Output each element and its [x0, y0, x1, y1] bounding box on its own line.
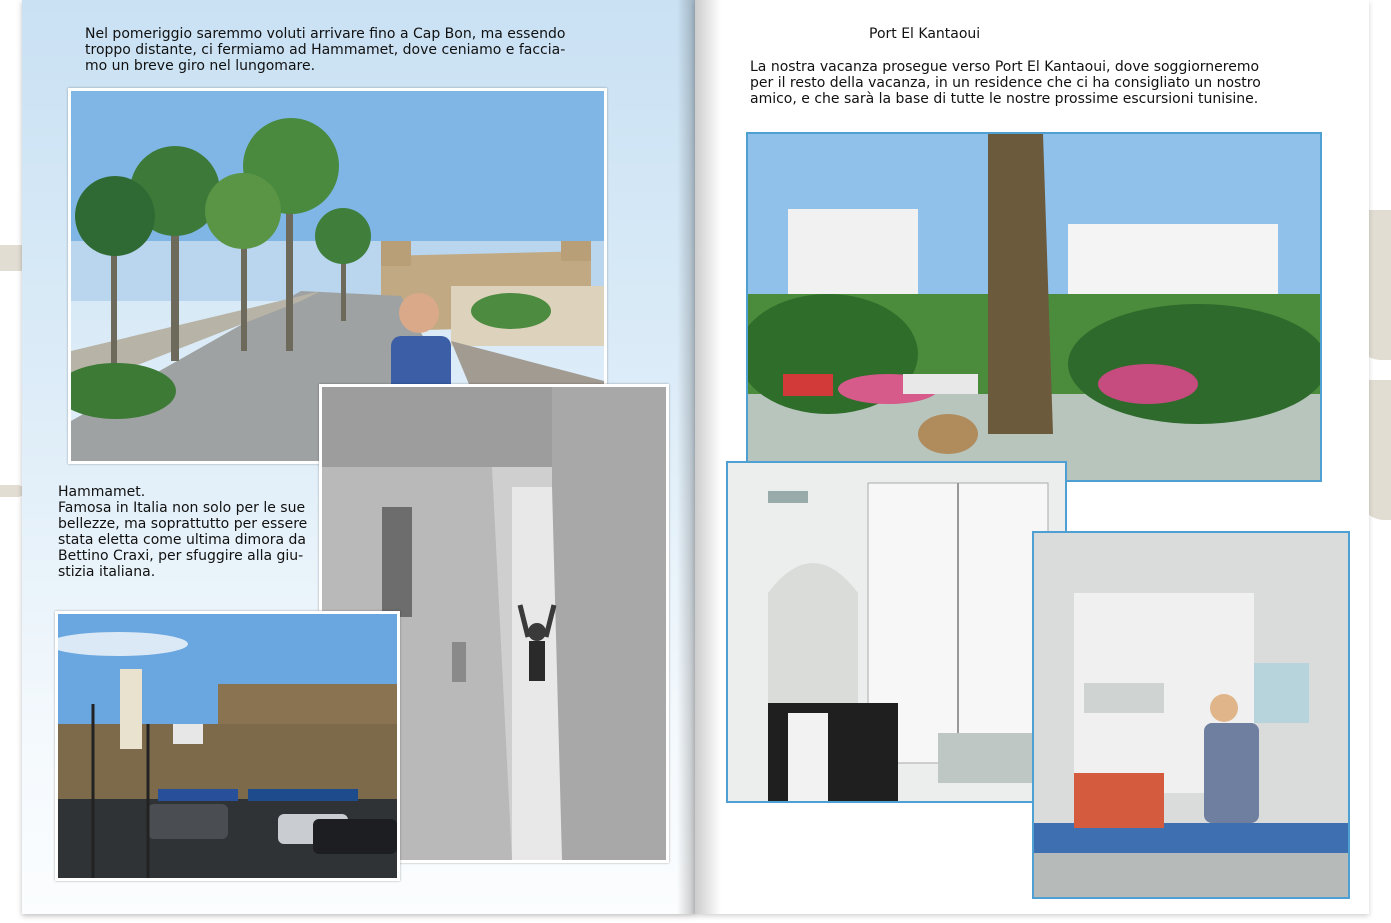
hammamet-text: Hammamet. Famosa in Italia non solo per le sue bellezze, ma soprattutto per essere stata eletta come ultima dimora da Bettino Craxi, per sfuggire alla giu- stizia italiana.	[58, 484, 308, 580]
left-page	[22, 0, 695, 914]
photo-apartment-kitchen[interactable]	[1032, 531, 1350, 899]
intro-text-right: La nostra vacanza prosegue verso Port El Kantaoui, dove soggiorneremo per il resto della vacanza, in un residence che ci ha consigliato un nostro amico, e che sarà la base di tutte le nostre prossime escursioni tunisine.	[750, 59, 1261, 107]
page-title: Port El Kantaoui	[869, 26, 981, 42]
intro-text-left: Nel pomeriggio saremmo voluti arrivare fino a Cap Bon, ma essendo troppo distante, ci fermiamo ad Hammamet, dove ceniamo e faccia- mo un breve giro nel lungomare.	[85, 26, 566, 74]
photo-hammamet-kasbah[interactable]	[55, 611, 400, 881]
photo-residence-garden[interactable]	[746, 132, 1322, 482]
brush-stroke	[0, 485, 24, 497]
right-page	[695, 0, 1369, 914]
photo-apartment-room[interactable]	[726, 461, 1067, 803]
